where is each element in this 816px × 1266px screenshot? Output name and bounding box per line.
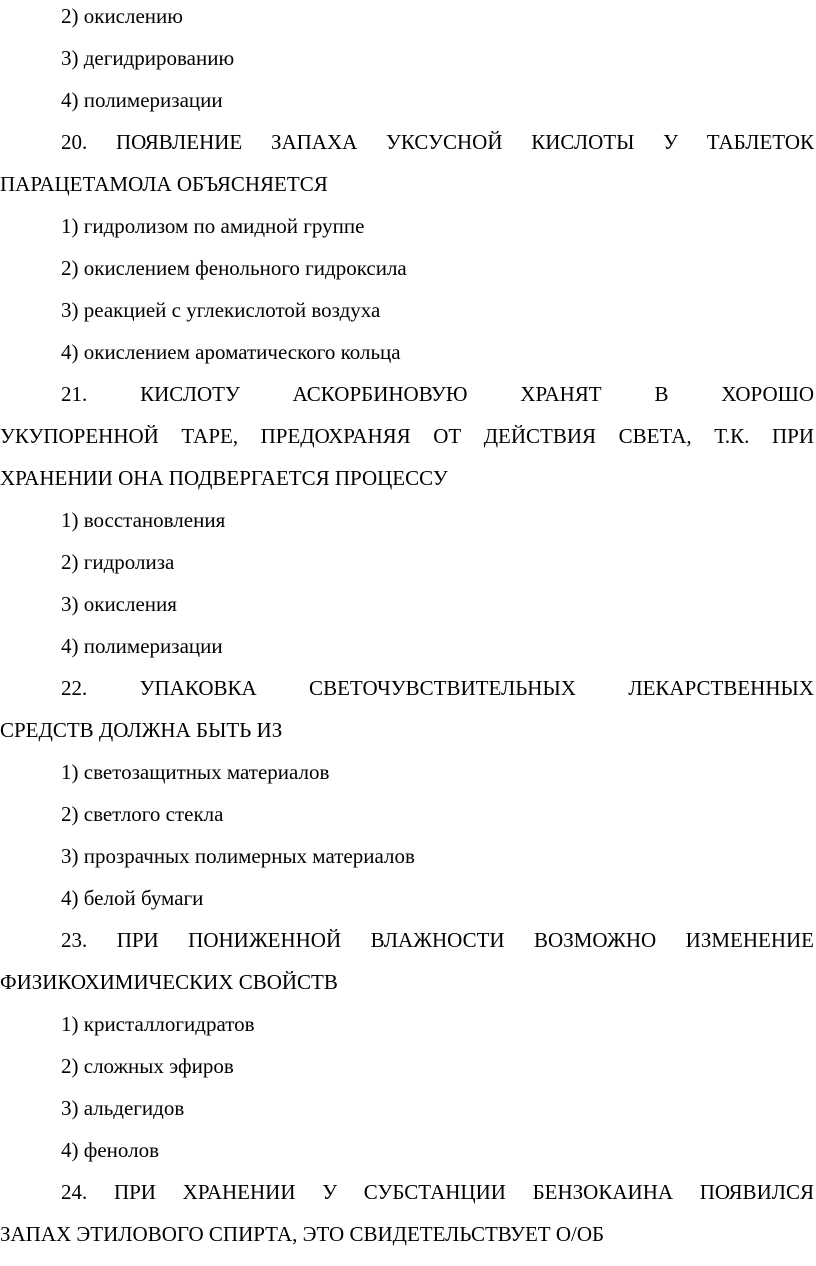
option-line: 4) фенолов: [61, 1138, 160, 1162]
question-23-line-1: 23. ПРИ ПОНИЖЕННОЙ ВЛАЖНОСТИ ВОЗМОЖНО ИЗМЕНЕНИЕ: [61, 928, 814, 952]
question-21-line-3: ХРАНЕНИИ ОНА ПОДВЕРГАЕТСЯ ПРОЦЕССУ: [0, 466, 448, 490]
option-line: 2) окислением фенольного гидроксила: [61, 256, 407, 280]
option-line: 4) полимеризации: [61, 88, 223, 112]
question-22-line-2: СРЕДСТВ ДОЛЖНА БЫТЬ ИЗ: [0, 718, 283, 742]
question-20-line-2: ПАРАЦЕТАМОЛА ОБЪЯСНЯЕТСЯ: [0, 172, 328, 196]
option-line: 3) реакцией с углекислотой воздуха: [61, 298, 381, 322]
question-22-line-1: 22. УПАКОВКА СВЕТОЧУВСТВИТЕЛЬНЫХ ЛЕКАРСТВЕННЫХ: [61, 676, 814, 700]
option-line: 1) светозащитных материалов: [61, 760, 330, 784]
question-21-line-1: 21. КИСЛОТУ АСКОРБИНОВУЮ ХРАНЯТ В ХОРОШО: [61, 382, 814, 406]
question-24-line-2: ЗАПАХ ЭТИЛОВОГО СПИРТА, ЭТО СВИДЕТЕЛЬСТВУЕТ О/ОБ: [0, 1222, 605, 1246]
option-line: 2) гидролиза: [61, 550, 175, 574]
option-line: 1) кристаллогидратов: [61, 1012, 255, 1036]
option-line: 4) полимеризации: [61, 634, 223, 658]
option-line: 1) гидролизом по амидной группе: [61, 214, 365, 238]
option-line: 2) сложных эфиров: [61, 1054, 234, 1078]
option-line: 3) прозрачных полимерных материалов: [61, 844, 415, 868]
question-21-line-2: УКУПОРЕННОЙ ТАРЕ, ПРЕДОХРАНЯЯ ОТ ДЕЙСТВИЯ СВЕТА, Т.К. ПРИ: [0, 424, 814, 448]
option-line: 3) окисления: [61, 592, 177, 616]
option-line: 2) светлого стекла: [61, 802, 224, 826]
option-line: 4) белой бумаги: [61, 886, 204, 910]
question-20-line-1: 20. ПОЯВЛЕНИЕ ЗАПАХА УКСУСНОЙ КИСЛОТЫ У ТАБЛЕТОК: [61, 130, 814, 154]
question-23-line-2: ФИЗИКОХИМИЧЕСКИХ СВОЙСТВ: [0, 970, 338, 994]
question-24-line-1: 24. ПРИ ХРАНЕНИИ У СУБСТАНЦИИ БЕНЗОКАИНА ПОЯВИЛСЯ: [61, 1180, 814, 1204]
option-line: 2) окислению: [61, 4, 183, 28]
option-line: 3) альдегидов: [61, 1096, 185, 1120]
option-line: 4) окислением ароматического кольца: [61, 340, 401, 364]
option-line: 3) дегидрированию: [61, 46, 235, 70]
option-line: 1) восстановления: [61, 508, 226, 532]
